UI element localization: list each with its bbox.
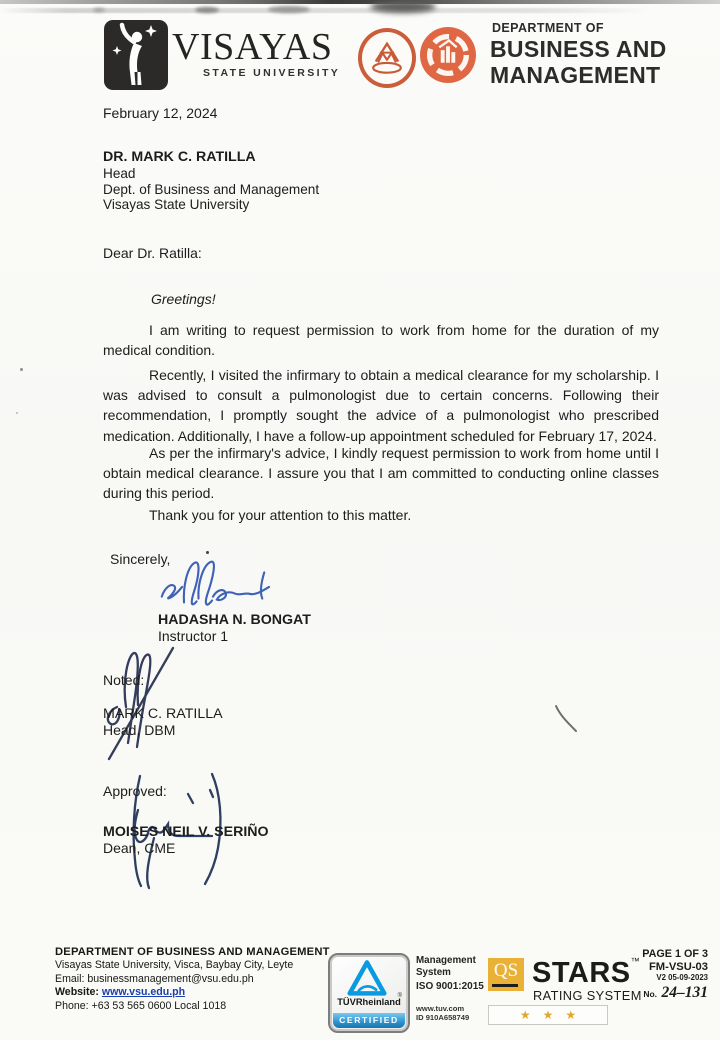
footer-website-line [55,986,330,999]
recipient-title: Head [103,165,136,181]
scan-artifact [93,8,105,12]
footer-email: Email: businessmanagement@vsu.edu.ph [55,972,254,985]
form-code: FM-VSU-03 [648,960,708,973]
body-paragraph: I am writing to request permission to work from home for the duration of my medical condition. [103,322,659,359]
salutation: Dear Dr. Ratilla: [103,245,202,261]
noted-label: Noted: [103,672,145,688]
footer-contact-block [55,946,330,1013]
qs-star-rating: ★★★ [488,1005,608,1025]
letter-date: February 12, 2024 [103,105,218,121]
dept-header-line2: BUSINESS AND [490,36,667,62]
body-paragraph: As per the infirmary's advice, I kindly request permission to work from home until I obtain medical clearance. I assure you that I am committed to conducting online classes during this period. [103,445,659,502]
approved-name: MOISES NEIL V. SERIÑO [103,824,269,840]
footer-website-label: Website: [55,986,99,999]
qs-letters: QS [493,960,519,981]
stray-ink-dot [206,551,209,554]
tuv-url-block [416,1005,469,1023]
noted-name: MARK C. RATILLA [103,706,223,722]
bongat-signature [150,556,305,614]
page-number: PAGE 1 OF 3 [642,948,708,960]
control-number-label: No. [643,989,658,999]
tuv-system-line2: System [416,966,451,978]
stray-pen-mark [552,703,580,735]
scan-speck [16,412,18,414]
university-name: VISAYAS [172,26,333,68]
bm-monogram-icon [358,28,416,88]
tuv-certified-icon [328,953,410,1033]
recipient-dept: Dept. of Business and Management [103,181,320,197]
footer-dept-name: DEPARTMENT OF BUSINESS AND MANAGEMENT [55,946,330,958]
approved-title: Dean, CME [103,840,176,856]
sender-title: Instructor 1 [158,628,229,644]
qs-underline-bar [492,984,518,988]
scan-artifact-edge [0,0,720,4]
trademark-mark: ™ [630,956,641,966]
tuv-triangle-icon [330,957,404,997]
scan-speck [20,368,23,371]
scan-artifact [268,6,310,13]
form-version: V2 05-09-2023 [656,973,708,982]
tuv-url: www.tuv.com [416,1004,465,1013]
recipient-org: Visayas State University [103,197,250,213]
body-paragraph: Recently, I visited the infirmary to obtain a medical clearance for my scholarship. I was advised to consult a pulmonologist due to certain concerns. Following their recommendation, I promptly sought the advice of a pulmonologist who prescribed medication. Additionally, I have a follow-up appointment scheduled for February 17, 2024. [103,367,659,444]
bm-seal-icon [420,27,476,83]
tuv-system-line1: Management [416,955,476,966]
vsu-figure-icon [104,20,168,90]
vsu-logo [104,20,168,90]
control-number-value: 24–131 [661,984,708,1001]
qs-stars-text: STARS [532,957,631,989]
tuv-system-label [416,955,476,978]
page-info-block [608,948,708,1002]
registered-mark: ® [397,993,402,999]
approved-label: Approved: [103,783,167,799]
footer-address: Visayas State University, Visca, Baybay City, Leyte [55,959,294,972]
footer-phone: Phone: +63 53 565 0600 Local 1018 [55,999,227,1012]
sender-name: HADASHA N. BONGAT [158,612,311,628]
greeting-line: Greetings! [151,291,216,307]
qs-rating-system-label: RATING SYSTEM [533,988,642,1003]
recipient-block [103,150,319,213]
dept-header-line3: MANAGEMENT [490,62,661,88]
tuv-cert-id: ID 910A658749 [416,1012,470,1022]
tuv-certified-band: CERTIFIED [333,1013,405,1028]
tuv-iso-label: ISO 9001:2015 [416,981,484,992]
dept-header-line1: DEPARTMENT OF [492,21,604,35]
ratilla-signature [92,645,204,765]
qs-logo-icon [488,958,524,991]
footer-website-link: www.vsu.edu.ph [101,986,186,999]
closing-line: Sincerely, [110,551,171,567]
university-subtitle: STATE UNIVERSITY [203,67,341,79]
scan-artifact [370,1,436,13]
body-paragraph: Thank you for your attention to this matter. [149,507,412,523]
recipient-name: DR. MARK C. RATILLA [103,149,256,165]
scan-artifact [195,7,219,13]
control-number [608,984,708,1002]
noted-title: Head, DBM [103,722,176,738]
tuv-brand: TÜVRheinland [337,997,401,1007]
